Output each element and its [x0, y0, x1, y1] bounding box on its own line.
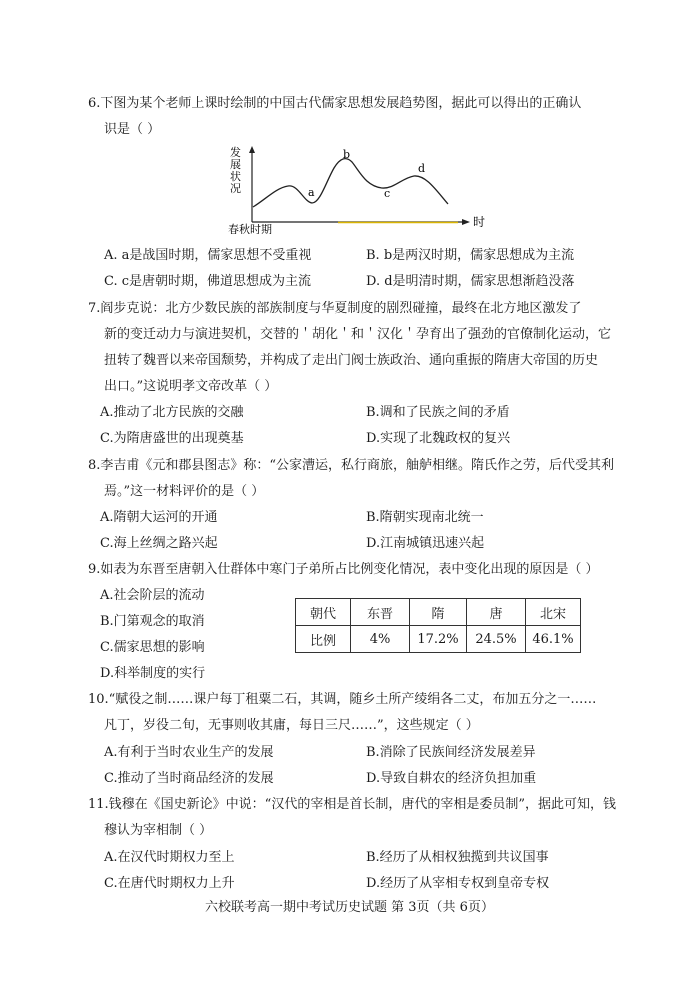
q11-stem-line2: 穆认为宰相制（ ） — [104, 823, 213, 838]
q6-stem-line1: 6.下图为某个老师上课时绘制的中国古代儒家思想发展趋势图，据此可以得出的正确认 — [88, 96, 582, 111]
table-header-cell: 朝代 — [296, 599, 351, 626]
q8-stem-line2: 焉。”这一材料评价的是（ ） — [104, 484, 265, 499]
table-cell: 17.2% — [410, 626, 467, 653]
q11-option-b: B.经历了从相权独揽到共议国事 — [366, 850, 549, 865]
page-footer: 六校联考高一期中考试历史试题 第 3页（共 6页） — [205, 900, 494, 915]
table-header-cell: 唐 — [467, 599, 526, 626]
q11-option-c: C.在唐代时期权力上升 — [104, 876, 235, 891]
enrollment-ratio-table — [295, 598, 581, 653]
q6-option-a: A. a是战国时期，儒家思想不受重视 — [104, 248, 312, 263]
q9-option-a: A.社会阶层的流动 — [100, 588, 205, 603]
q10-option-d: D.导致自耕农的经济负担加重 — [366, 771, 537, 786]
table-header-row — [296, 599, 581, 626]
q11-option-d: D.经历了从宰相专权到皇帝专权 — [366, 876, 550, 891]
y-axis-label-1: 发 — [230, 146, 241, 159]
q6-stem-line2: 识是（ ） — [104, 122, 161, 137]
q7-option-d: D.实现了北魏政权的复兴 — [366, 431, 511, 446]
q10-option-b: B.消除了民族间经济发展差异 — [366, 745, 536, 760]
table-header-cell: 东晋 — [351, 599, 410, 626]
q7-stem-line1: 7.阎步克说：北方少数民族的部族制度与华夏制度的剧烈碰撞，最终在北方地区激发了 — [88, 301, 582, 316]
q11-option-a: A.在汉代时期权力至上 — [104, 850, 235, 865]
q7-option-c: C.为隋唐盛世的出现奠基 — [100, 431, 244, 446]
point-label-b: b — [343, 148, 351, 161]
q10-option-c: C.推动了当时商品经济的发展 — [104, 771, 274, 786]
q6-option-d: D. d是明清时期，儒家思想渐趋没落 — [366, 274, 575, 289]
q6-option-b: B. b是两汉时期，儒家思想成为主流 — [366, 248, 575, 263]
q7-stem-line3: 扭转了魏晋以来帝国颓势，并构成了走出门阀士族政治、通向重振的隋唐大帝国的历史 — [104, 353, 599, 368]
q6-option-c: C. c是唐朝时期，佛道思想成为主流 — [104, 274, 312, 289]
y-axis-label-4: 况 — [230, 182, 241, 195]
y-axis-label-2: 展 — [230, 158, 241, 171]
x-axis-arrow — [462, 219, 470, 225]
table-cell: 4% — [351, 626, 410, 653]
q8-option-a: A.隋朝大运河的开通 — [100, 510, 218, 525]
q10-option-a: A.有利于当时农业生产的发展 — [104, 745, 274, 760]
q9-option-b: B.门第观念的取消 — [100, 614, 205, 629]
q8-stem-line1: 8.李吉甫《元和郡县图志》称：“公家漕运，私行商旅，舳舻相继。隋氏作之劳，后代受其利 — [88, 458, 615, 473]
point-label-a: a — [308, 186, 315, 199]
q9-option-d: D.科举制度的实行 — [100, 666, 206, 681]
table-header-cell: 北宋 — [526, 599, 581, 626]
q10-stem-line2: 凡丁，岁役二旬，无事则收其庸，每日三尺……”，这些规定（ ） — [104, 718, 479, 733]
q7-option-a: A.推动了北方民族的交融 — [100, 405, 244, 420]
table-header-cell: 隋 — [410, 599, 467, 626]
q8-option-c: C.海上丝绸之路兴起 — [100, 536, 218, 551]
table-cell: 46.1% — [526, 626, 581, 653]
table-row — [296, 626, 581, 653]
q7-option-b: B.调和了民族之间的矛盾 — [366, 405, 510, 420]
start-period-label: 春秋时期 — [228, 223, 272, 234]
q8-option-d: D.江南城镇迅速兴起 — [366, 536, 485, 551]
table-cell: 24.5% — [467, 626, 526, 653]
x-axis-label: 时 — [473, 215, 486, 229]
q10-stem-line1: 10.“赋役之制……课户每丁租粟二石，其调，随乡土所产绫绢各二丈，布加五分之一…… — [88, 692, 597, 707]
y-axis-arrow — [249, 146, 255, 153]
table-cell: 比例 — [296, 626, 351, 653]
confucianism-trend-graph — [226, 144, 488, 234]
y-axis-label-3: 状 — [230, 170, 241, 183]
q9-stem-line1: 9.如表为东晋至唐朝入仕群体中寒门子弟所占比例变化情况，表中变化出现的原因是（ ） — [88, 562, 599, 577]
q7-stem-line2: 新的变迁动力与演进契机，交替的＇胡化＇和＇汉化＇孕育出了强劲的官僚制化运动，它 — [104, 327, 612, 342]
point-label-c: c — [384, 187, 391, 200]
point-label-d: d — [418, 162, 426, 175]
q11-stem-line1: 11.钱穆在《国史新论》中说：“汉代的宰相是首长制，唐代的宰相是委员制”，据此可知，钱 — [88, 797, 616, 812]
q7-stem-line4: 出口。”这说明孝文帝改革（ ） — [104, 379, 278, 394]
q8-option-b: B.隋朝实现南北统一 — [366, 510, 484, 525]
q9-option-c: C.儒家思想的影响 — [100, 640, 205, 655]
